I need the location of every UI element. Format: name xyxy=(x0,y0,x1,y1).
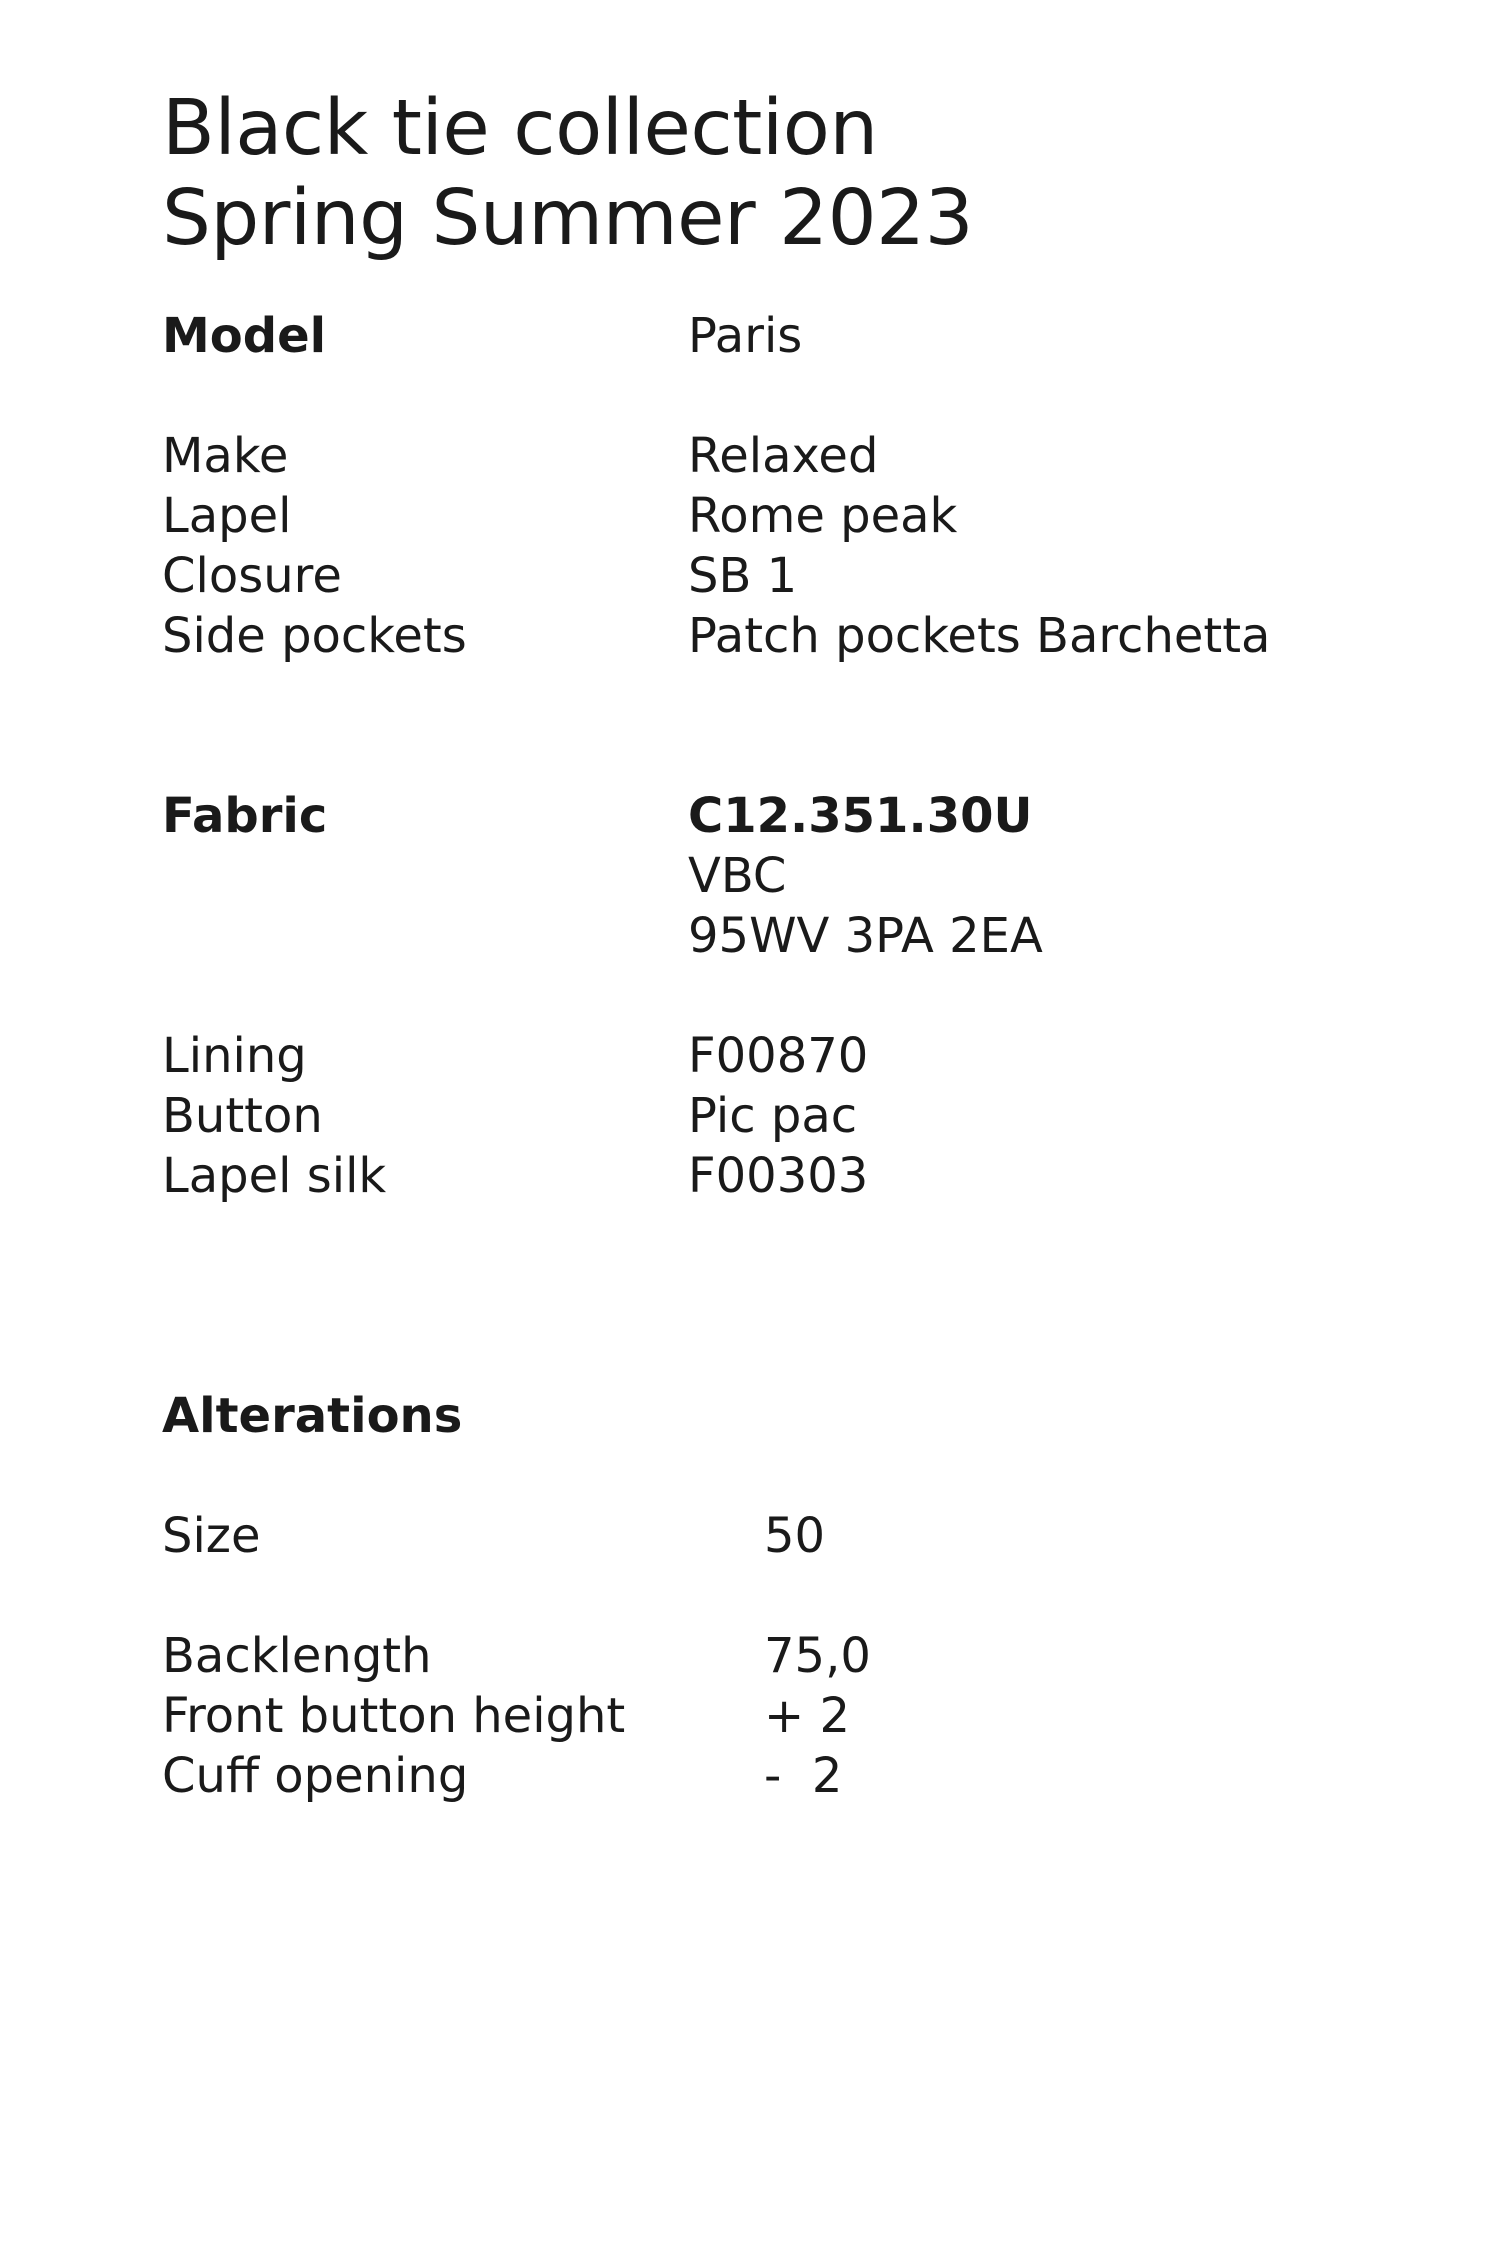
lining-label: Lining xyxy=(162,1028,307,1084)
fabric-composition: 95WV 3PA 2EA xyxy=(688,908,1043,964)
title-collection: Black tie collection xyxy=(162,84,878,173)
backlength-label: Backlength xyxy=(162,1628,432,1684)
title-season: Spring Summer 2023 xyxy=(162,174,974,263)
cuff-opening-label: Cuff opening xyxy=(162,1748,469,1804)
page-title xyxy=(162,84,973,264)
closure-value: SB 1 xyxy=(688,548,798,604)
size-value: 50 xyxy=(764,1508,826,1564)
button-label: Button xyxy=(162,1088,323,1144)
side-pockets-value: Patch pockets Barchetta xyxy=(688,608,1271,664)
fabric-supplier: VBC xyxy=(688,848,787,904)
closure-label: Closure xyxy=(162,548,342,604)
lining-value: F00870 xyxy=(688,1028,869,1084)
fabric-label: Fabric xyxy=(162,788,328,844)
backlength-value: 75,0 xyxy=(764,1628,871,1684)
lapel-value: Rome peak xyxy=(688,488,958,544)
make-label: Make xyxy=(162,428,289,484)
size-label: Size xyxy=(162,1508,261,1564)
fabric-code: C12.351.30U xyxy=(688,788,1033,844)
model-value: Paris xyxy=(688,308,803,364)
lapel-silk-value: F00303 xyxy=(688,1148,869,1204)
button-value: Pic pac xyxy=(688,1088,858,1144)
model-label: Model xyxy=(162,308,327,364)
alterations-label: Alterations xyxy=(162,1388,463,1444)
side-pockets-label: Side pockets xyxy=(162,608,467,664)
front-button-height-value: + 2 xyxy=(764,1688,851,1744)
make-value: Relaxed xyxy=(688,428,879,484)
front-button-height-label: Front button height xyxy=(162,1688,626,1744)
cuff-opening-value: - 2 xyxy=(764,1748,843,1804)
lapel-silk-label: Lapel silk xyxy=(162,1148,387,1204)
lapel-label: Lapel xyxy=(162,488,292,544)
